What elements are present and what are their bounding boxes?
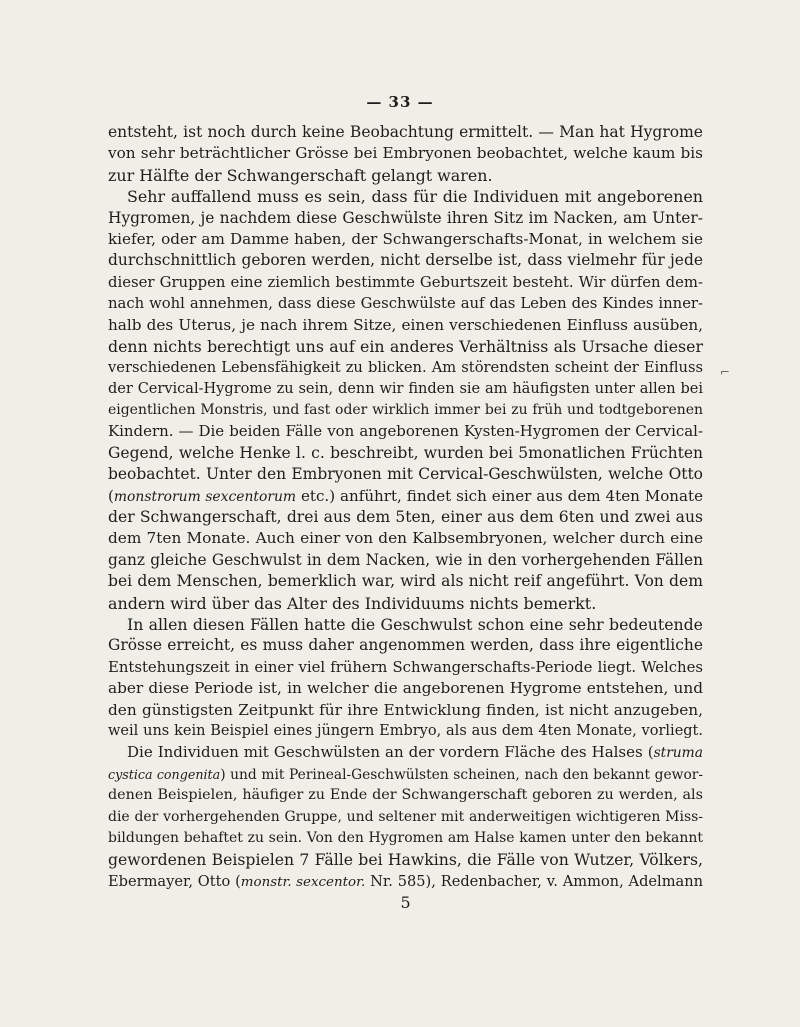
text-line — [108, 143, 703, 164]
text-line-content: durchschnittlich geboren werden, nicht derselbe ist, dass vielmehr für jede — [108, 251, 703, 270]
italic-citation: monstr. sexcentor. — [240, 874, 366, 890]
text-line — [108, 293, 703, 314]
text-line-content: verschiedenen Lebensfähigkeit zu blicken. Am störendsten scheint der Einfluss — [108, 359, 703, 377]
text-line-content: Nr. 585), Redenbacher, v. Ammon, Adelmann — [365, 872, 703, 890]
text-line — [108, 635, 703, 656]
text-line-content: halb des Uterus, je nach ihrem Sitze, einen verschiedenen Einfluss ausüben, — [108, 315, 703, 334]
text-line-content: Kindern. — Die beiden Fälle von angeborenen Kysten-Hygromen der Cervical- — [108, 422, 703, 441]
text-line-content: dem 7ten Monate. Auch einer von den Kalbsembryonen, welcher durch eine — [108, 529, 703, 548]
text-line-content: ganz gleiche Geschwulst in dem Nacken, wie in den vorhergehenden Fällen — [108, 550, 703, 569]
text-line-content: ( — [108, 486, 114, 505]
text-line-content: Die Individuen mit Geschwülsten an der vordern Fläche des Halses ( — [127, 743, 654, 762]
text-line — [108, 764, 703, 785]
margin-tick-mark: ⌐ — [720, 365, 731, 379]
text-line — [108, 657, 703, 678]
text-line — [108, 486, 703, 507]
text-line-content: weil uns kein Beispiel eines jüngern Embryo, als aus dem 4ten Monate, vorliegt. — [108, 722, 703, 739]
text-line-content: die der vorhergehenden Gruppe, und seltener mit anderweitigen wichtigeren Miss- — [108, 808, 703, 825]
text-line-content: Grösse erreicht, es muss daher angenommen werden, dass ihre eigentliche — [108, 636, 703, 655]
text-line — [108, 785, 703, 806]
text-line — [108, 315, 703, 336]
text-line-content: beobachtet. Unter den Embryonen mit Cervical-Geschwülsten, welche Otto — [108, 465, 703, 484]
text-line — [108, 807, 703, 828]
text-line — [108, 507, 703, 528]
signature-mark-text: 5 — [400, 893, 411, 913]
text-line — [108, 443, 703, 464]
text-line — [108, 272, 703, 293]
text-line-content: denen Beispielen, häufiger zu Ende der Schwangerschaft geboren zu werden, als — [108, 787, 703, 804]
text-line — [108, 614, 703, 635]
text-line — [108, 165, 703, 186]
text-line — [108, 550, 703, 571]
text-line — [108, 122, 703, 143]
text-line-content: In allen diesen Fällen hatte die Geschwulst schon eine sehr bedeutende — [127, 614, 703, 634]
text-line — [108, 464, 703, 485]
text-line-content: Gegend, welche Henke l. c. beschreibt, wurden bei 5monatlichen Früchten — [108, 443, 703, 462]
text-line-content: Hygromen, je nachdem diese Geschwülste ihren Sitz im Nacken, am Unter- — [108, 208, 703, 227]
text-line — [108, 336, 703, 357]
text-line-content: zur Hälfte der Schwangerschaft gelangt waren. — [108, 165, 493, 185]
text-line — [108, 871, 703, 892]
text-line — [108, 742, 703, 763]
text-line — [108, 208, 703, 229]
text-line-content: entsteht, ist noch durch keine Beobachtung ermittelt. — Man hat Hygrome — [108, 123, 703, 141]
text-line — [108, 700, 703, 721]
text-line-content: dieser Gruppen eine ziemlich bestimmte Geburtszeit besteht. Wir dürfen dem- — [108, 272, 703, 291]
text-line — [108, 528, 703, 549]
text-line-content: aber diese Periode ist, in welcher die angeborenen Hygrome entstehen, und — [108, 679, 703, 698]
text-line — [108, 721, 703, 742]
text-line — [108, 186, 703, 207]
body-text — [108, 122, 703, 913]
text-line-content: gewordenen Beispielen 7 Fälle bei Hawkins, die Fälle von Wutzer, Völkers, — [108, 850, 703, 870]
text-line-content: kiefer, oder am Damme haben, der Schwangerschafts-Monat, in welchem sie — [108, 229, 703, 248]
italic-citation: monstrorum sexcentorum — [113, 488, 297, 505]
text-line — [108, 421, 703, 442]
text-line — [108, 400, 703, 421]
text-line — [108, 828, 703, 849]
text-line — [108, 678, 703, 699]
italic-citation: cystica congenita — [108, 766, 221, 782]
text-line-content: etc.) anführt, findet sich einer aus dem 4ten Monate — [296, 486, 703, 505]
text-line-content: Ebermayer, Otto ( — [108, 872, 241, 890]
text-line-content: bildungen behaftet zu sein. Von den Hygromen am Halse kamen unter den bekannt — [108, 829, 703, 846]
signature-mark — [108, 892, 703, 913]
text-line — [108, 593, 703, 614]
text-line-content: ) und mit Perineal-Geschwülsten scheinen, nach den bekannt gewor- — [220, 766, 703, 783]
text-line — [108, 379, 703, 400]
text-line-content: bei dem Menschen, bemerklich war, wird als nicht reif angeführt. Von dem — [108, 572, 703, 591]
text-line-content: den günstigsten Zeitpunkt für ihre Entwicklung finden, ist nicht anzugeben, — [108, 700, 703, 719]
text-line-content: von sehr beträchtlicher Grösse bei Embryonen beobachtet, welche kaum bis — [108, 144, 703, 163]
text-line-content: Sehr auffallend muss es sein, dass für die Individuen mit angeborenen — [127, 187, 703, 207]
page-number: — 33 — — [366, 93, 434, 111]
text-line-content: Entstehungszeit in einer viel frühern Schwangerschafts-Periode liegt. Welches — [108, 658, 703, 676]
text-line-content: andern wird über das Alter des Individuums nichts bemerkt. — [108, 593, 597, 613]
text-line — [108, 571, 703, 592]
text-line-content: denn nichts berechtigt uns auf ein anderes Verhältniss als Ursache dieser — [108, 336, 703, 356]
text-line-content: der Schwangerschaft, drei aus dem 5ten, einer aus dem 6ten und zwei aus — [108, 508, 703, 527]
text-line-content: nach wohl annehmen, dass diese Geschwülste auf das Leben des Kindes inner- — [108, 295, 703, 313]
italic-citation: struma — [653, 745, 703, 762]
text-line — [108, 849, 703, 870]
text-line-content: eigentlichen Monstris, und fast oder wirklich immer bei zu früh und todtgeborenen — [108, 402, 703, 419]
text-line-content: der Cervical-Hygrome zu sein, denn wir finden sie am häufigsten unter allen bei — [108, 380, 703, 397]
text-line — [108, 357, 703, 378]
text-line — [108, 229, 703, 250]
text-line — [108, 250, 703, 271]
